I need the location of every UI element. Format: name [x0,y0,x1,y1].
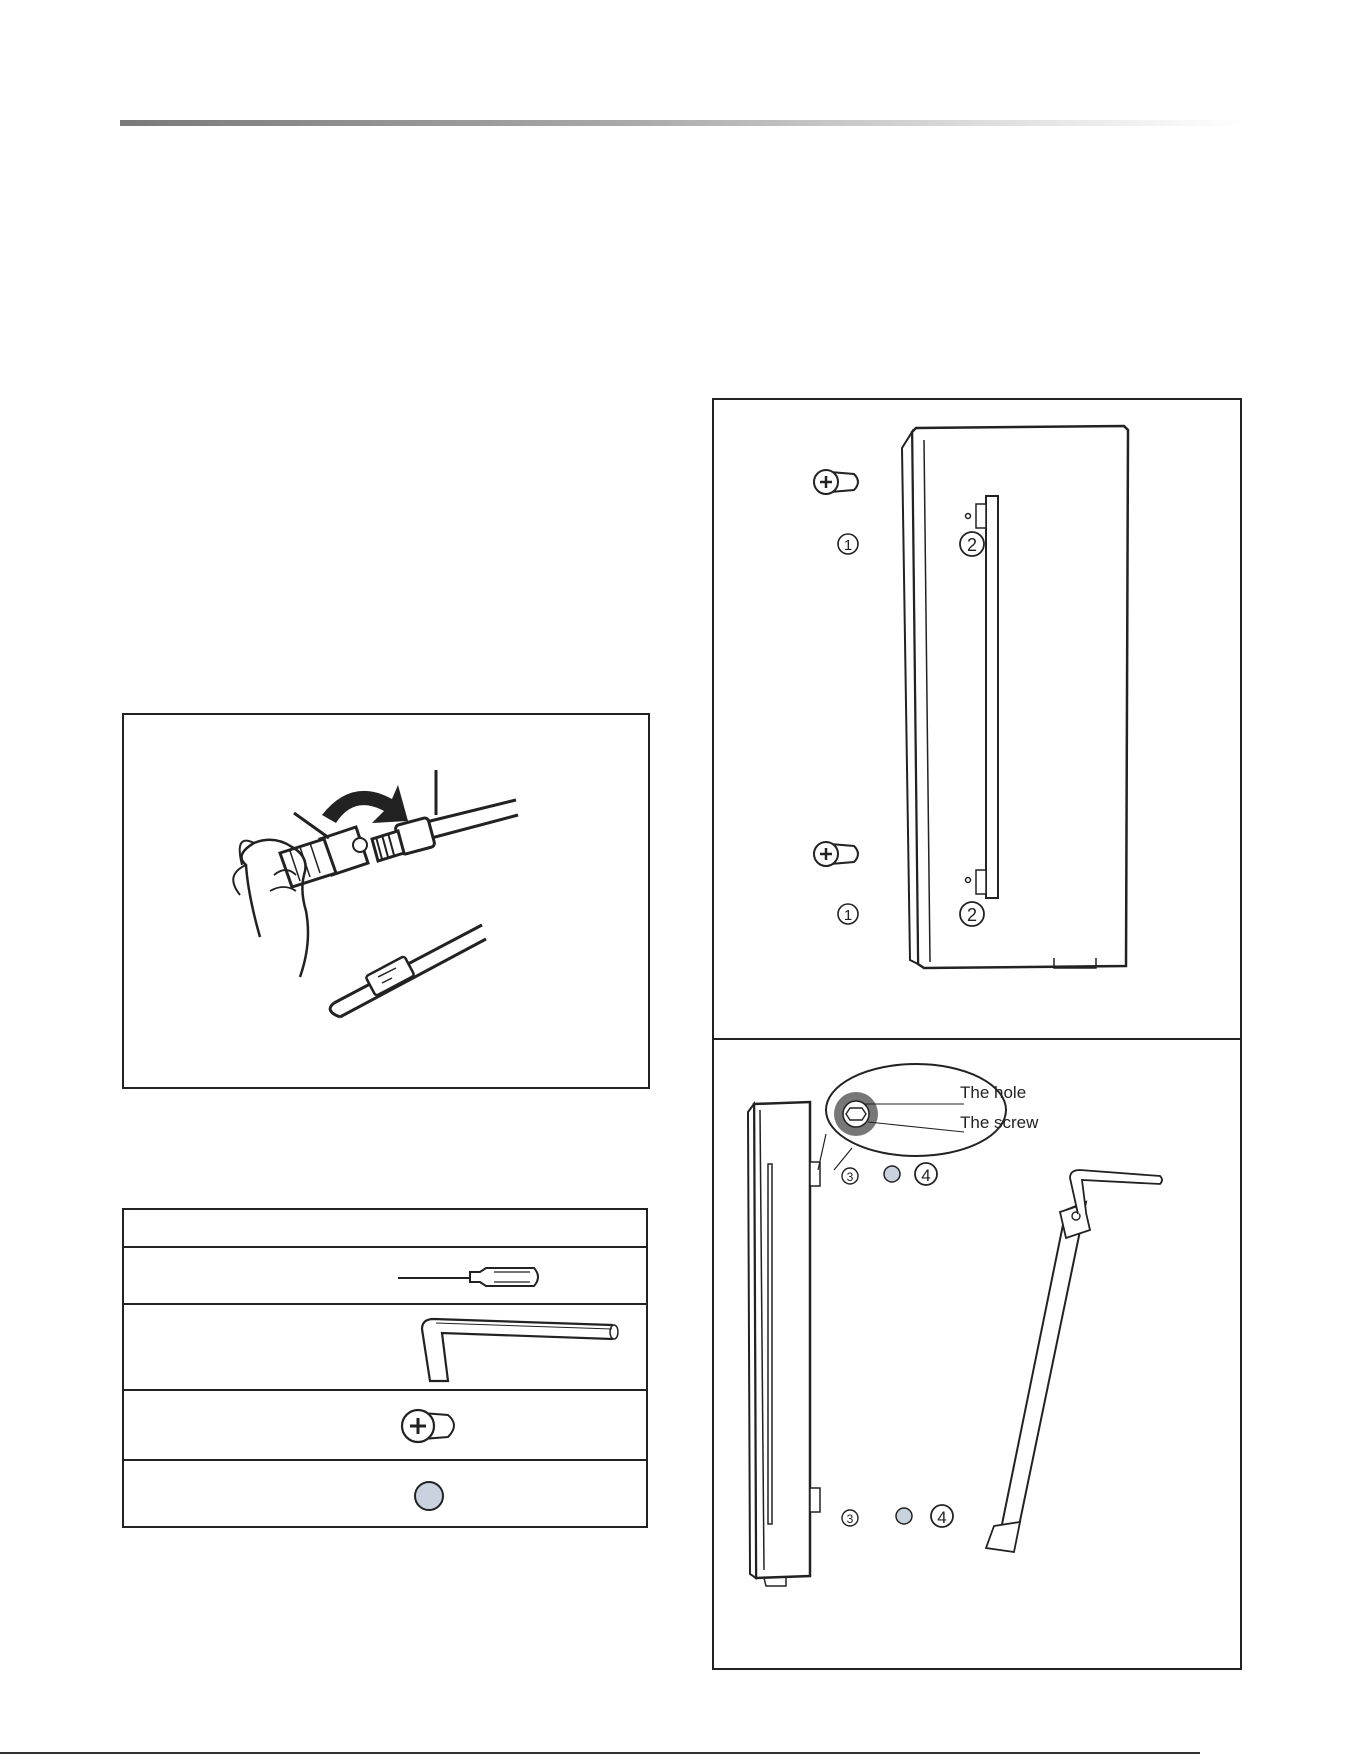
callout-3-bottom [842,1510,858,1526]
hinge-detail-drawing [714,1040,1240,1668]
hose-connector-drawing [124,715,648,1087]
svg-text:3: 3 [846,1512,854,1526]
hinge-detail-figure [712,1038,1242,1670]
cover-cap-icon [412,1479,446,1513]
hex-screw-icon [846,1108,866,1120]
table-row [124,1246,646,1305]
callout-3-top [842,1168,858,1184]
table-row [124,1459,646,1530]
cover-cap-icon [896,1508,912,1524]
table-row [124,1389,646,1461]
hinge-screw-icon [396,1405,466,1447]
door-screws-drawing [714,400,1240,1038]
handle-bar [998,1202,1086,1550]
hinge-screw-icon [814,470,858,494]
door-outline [912,426,1128,968]
hole-label: The hole [960,1083,1027,1102]
header-rule [120,120,1245,126]
footer-rule [0,1752,1200,1754]
cover-cap-icon [884,1166,900,1182]
allen-key-icon [416,1311,622,1389]
callout-1-bottom [838,904,858,924]
allen-key-icon [1070,1170,1162,1214]
door-screws-figure [712,398,1242,1040]
tools-table [122,1208,648,1528]
hinge-screw-icon [814,842,858,866]
rotate-arrow-icon [322,785,408,823]
svg-text:4: 4 [921,1166,931,1185]
callout-4-top [915,1163,937,1185]
door-handle [986,496,998,898]
table-row [124,1303,646,1391]
svg-text:1: 1 [843,907,853,924]
svg-text:3: 3 [846,1170,854,1184]
svg-text:2: 2 [966,535,978,555]
svg-text:2: 2 [966,905,978,925]
screw-label: The screw [960,1113,1039,1132]
svg-text:1: 1 [843,537,853,554]
screwdriver-icon [394,1260,544,1294]
callout-1-top [838,534,858,554]
hose-connector-figure [122,713,650,1089]
leader-line [294,813,329,838]
callout-4-bottom [931,1505,953,1527]
svg-text:4: 4 [937,1508,947,1527]
